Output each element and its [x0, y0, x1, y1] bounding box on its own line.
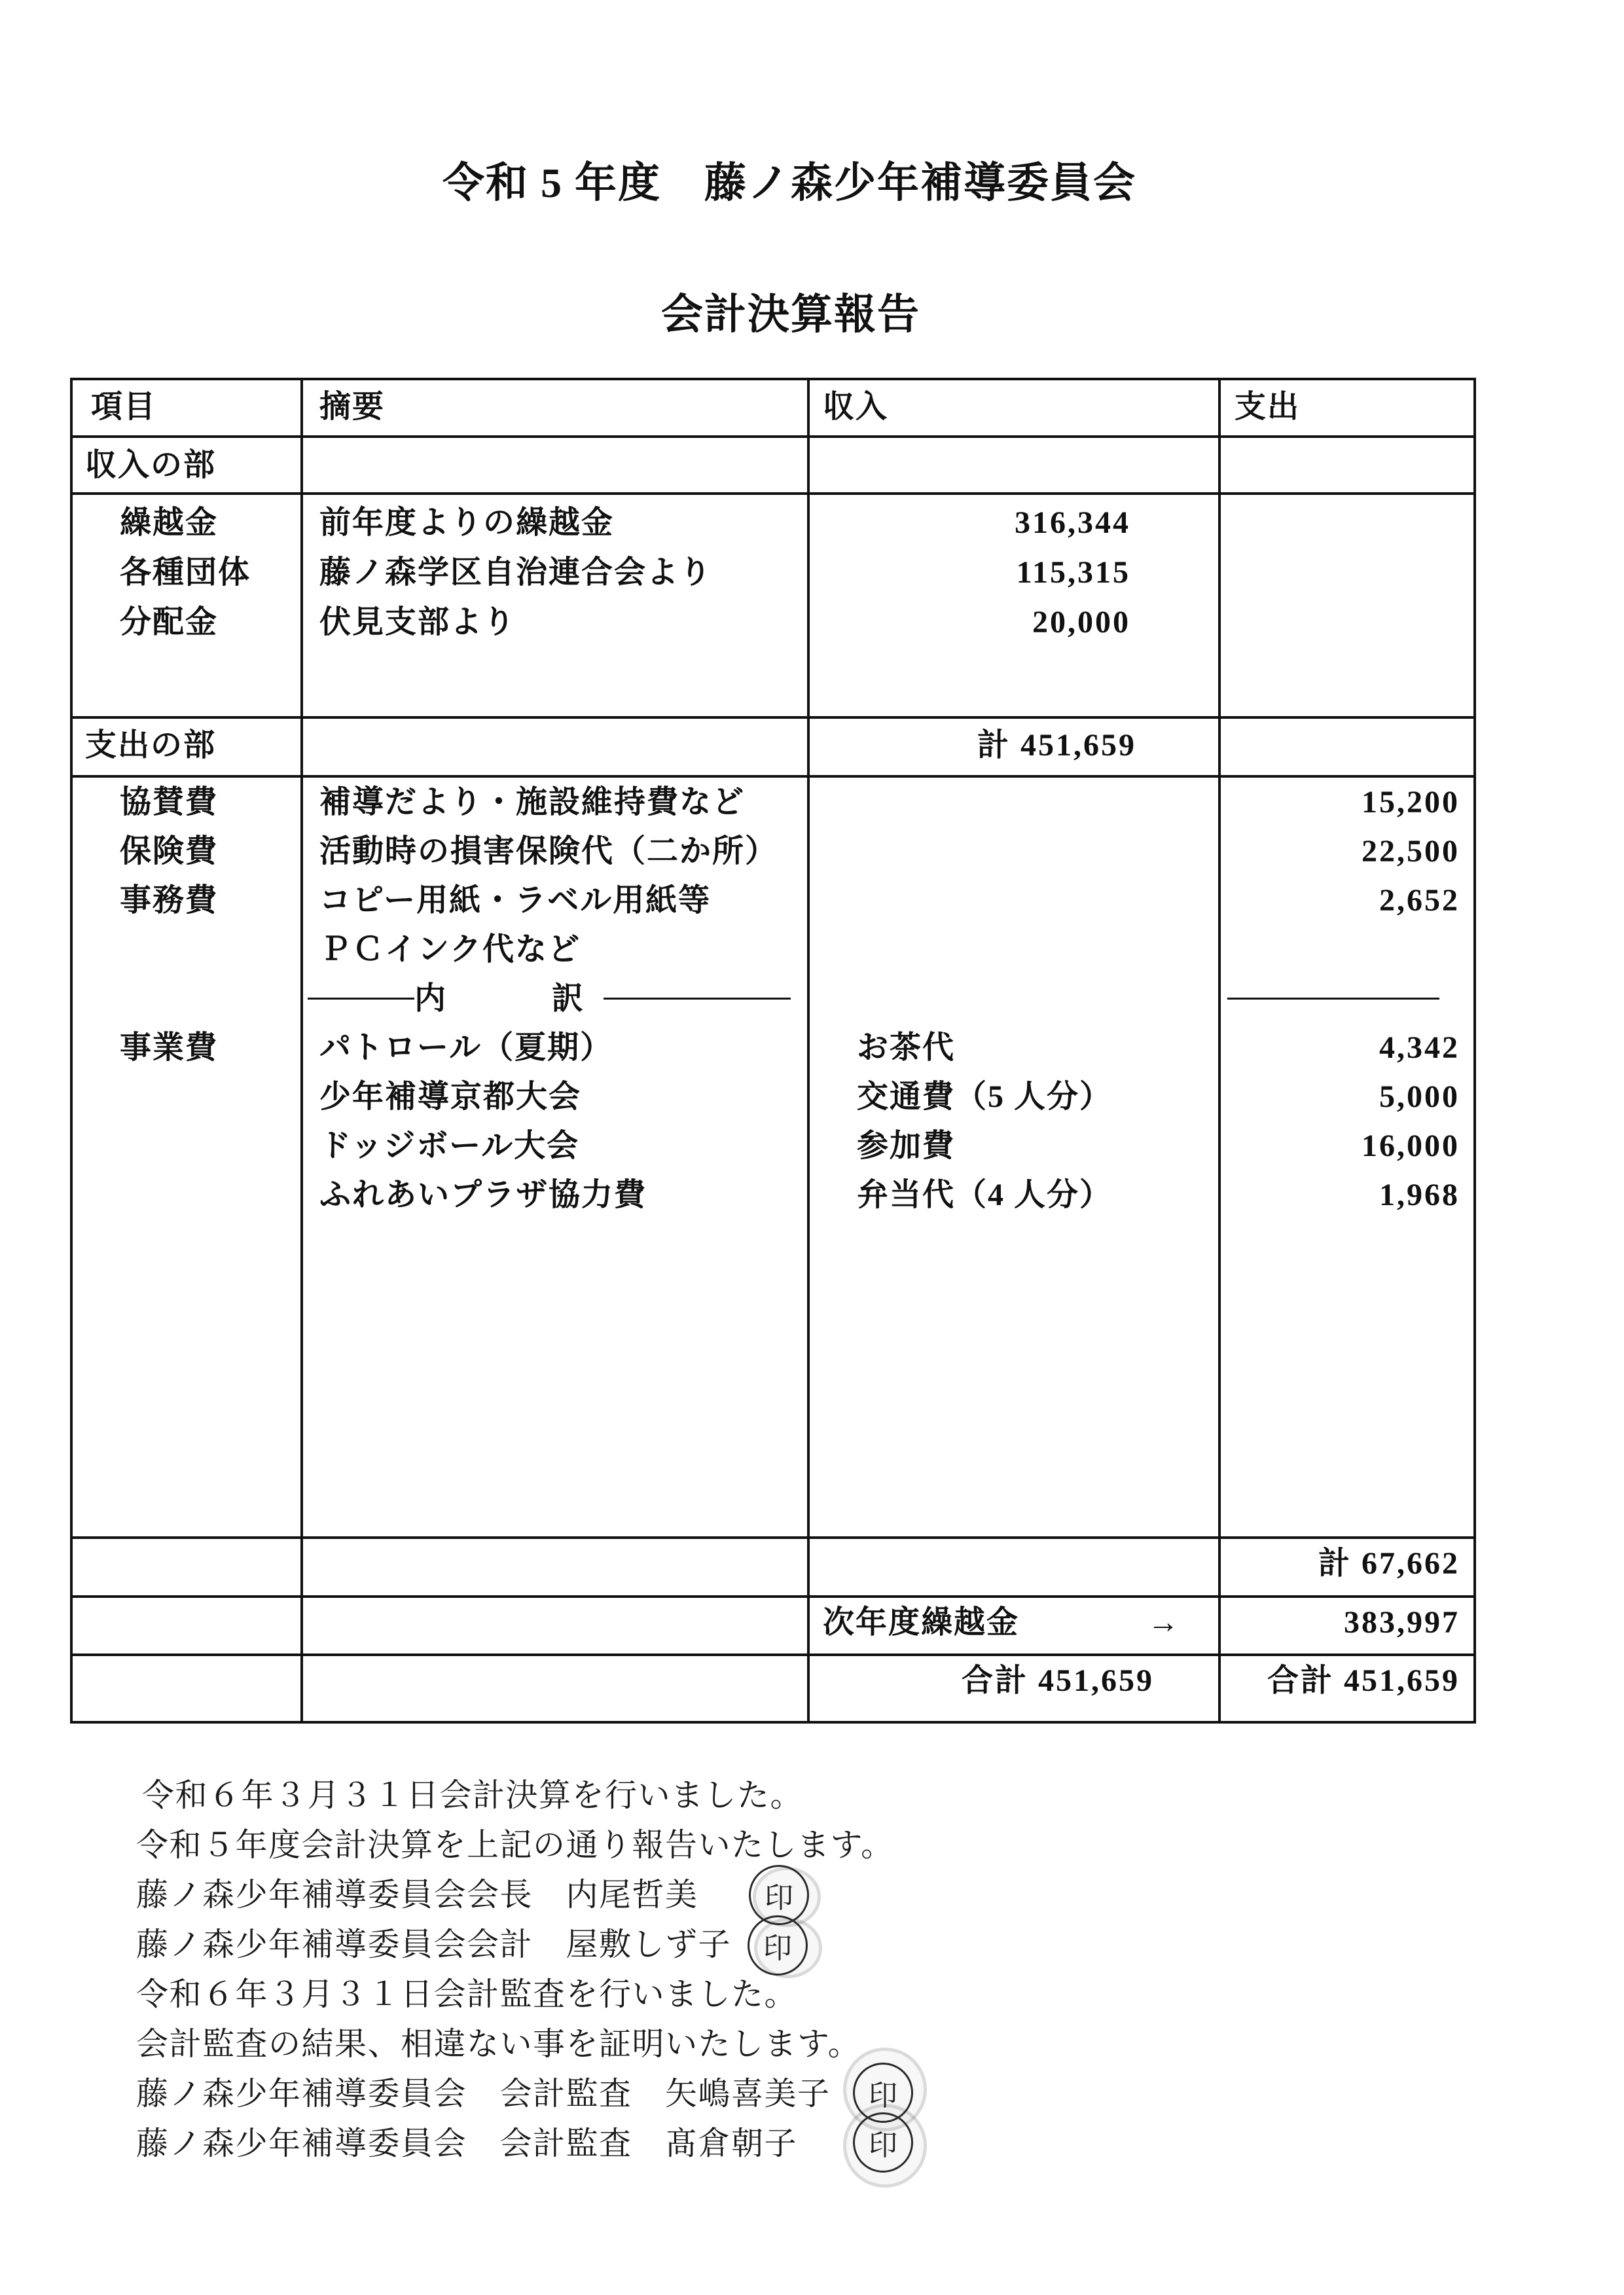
blank-line	[857, 827, 1218, 876]
blank-line	[857, 778, 1218, 827]
seal-stamp: 印	[748, 1915, 808, 1976]
header-income: 収入	[810, 380, 1221, 438]
statement-line: 会計監査の結果、相違ない事を証明いたします。	[136, 2026, 861, 2062]
blank-line	[857, 925, 1218, 974]
statement-line: 令和５年度会計決算を上記の通り報告いたします。	[136, 1827, 894, 1863]
expense-detail-column	[810, 778, 1221, 1539]
income-subtotal: 計 451,659	[810, 719, 1221, 778]
expense-row-summary: コピー用紙・ラベル用紙等	[319, 883, 712, 918]
signature-line-chair: 藤ノ森少年補導委員会会長 内尾哲美	[136, 1877, 698, 1913]
signature-line-treasurer: 藤ノ森少年補導委員会会計 屋敷しず子	[136, 1926, 732, 1962]
arrow-right-icon: →	[1147, 1605, 1180, 1640]
expense-row-amount: 15,200	[1362, 785, 1460, 820]
business-row-detail: 交通費（5 人分）	[857, 1079, 1113, 1114]
expense-row-summary: ＰＣインク代など	[319, 932, 581, 967]
business-item: 事業費	[120, 1030, 219, 1065]
document-title: 令和 5 年度 藤ノ森少年補導委員会	[442, 160, 1136, 206]
breakdown-divider	[303, 974, 807, 1023]
blank-line	[120, 1170, 300, 1220]
expense-row-summary: 補導だより・施設維持費など	[319, 785, 746, 820]
blank-line	[120, 1121, 300, 1170]
signature-line-auditor: 藤ノ森少年補導委員会 会計監査 矢嶋喜美子	[136, 2076, 831, 2112]
empty-cell	[73, 1539, 303, 1598]
expense-items-column	[73, 778, 303, 1539]
income-row-amount: 20,000	[1032, 605, 1130, 640]
income-summary-column	[303, 495, 810, 719]
empty-cell	[1221, 719, 1473, 778]
statement-line: 令和６年３月３１日会計決算を行いました。	[142, 1777, 804, 1813]
expense-row-item: 保険費	[120, 834, 219, 869]
breakdown-rule-left	[308, 998, 414, 1000]
business-row-detail: 弁当代（4 人分）	[857, 1178, 1113, 1212]
breakdown-divider-expense	[1221, 974, 1460, 1023]
document-subtitle: 会計決算報告	[661, 291, 920, 338]
business-row-amount: 4,342	[1379, 1030, 1460, 1065]
breakdown-char: 内	[414, 981, 448, 1016]
breakdown-char: 訳	[552, 981, 585, 1016]
income-grand-total: 合計 451,659	[810, 1656, 1221, 1721]
income-row-item: 繰越金	[120, 505, 219, 540]
expense-row-summary: 活動時の損害保険代（二か所）	[319, 834, 778, 869]
carryover-label: 次年度繰越金	[823, 1605, 1020, 1640]
expense-subtotal: 計 67,662	[1221, 1539, 1473, 1598]
income-row-summary: 藤ノ森学区自治連合会より	[319, 555, 713, 590]
blank-line	[857, 974, 1218, 1023]
empty-cell	[73, 1656, 303, 1721]
empty-cell	[73, 1598, 303, 1656]
blank-line	[120, 974, 300, 1023]
breakdown-rule	[1227, 998, 1439, 1000]
business-row-summary: 少年補導京都大会	[319, 1079, 582, 1114]
empty-cell	[810, 1539, 1221, 1598]
income-row-item: 分配金	[120, 605, 219, 640]
statement-line: 令和６年３月３１日会計監査を行いました。	[136, 1976, 798, 2012]
business-row-amount: 5,000	[1379, 1079, 1460, 1114]
blank-line	[120, 1072, 300, 1121]
business-row-amount: 1,968	[1379, 1178, 1460, 1212]
business-row-summary: ふれあいプラザ協力費	[319, 1178, 647, 1212]
carryover-cell	[810, 1598, 1221, 1656]
income-row-amount: 115,315	[1016, 555, 1130, 590]
breakdown-rule-right	[604, 998, 791, 1000]
empty-cell	[303, 719, 810, 778]
empty-cell	[303, 438, 810, 495]
income-row-item: 各種団体	[120, 555, 251, 590]
business-row-detail: 参加費	[857, 1129, 956, 1163]
seal-stamp: 印	[853, 2063, 913, 2123]
expense-amount-column	[1221, 778, 1473, 1539]
income-row-amount: 316,344	[1015, 505, 1130, 540]
business-row-summary: ドッジボール大会	[319, 1129, 580, 1163]
blank-line	[120, 925, 300, 974]
carryover-amount: 383,997	[1221, 1598, 1473, 1656]
expense-summary-column	[303, 778, 810, 1539]
income-row-summary: 伏見支部より	[319, 605, 516, 640]
blank-line	[857, 876, 1218, 925]
blank-line	[1221, 925, 1460, 974]
header-summary: 摘要	[303, 380, 810, 438]
expense-row-item: 事務費	[120, 883, 219, 918]
income-section-label: 収入の部	[73, 438, 303, 495]
income-items-column	[73, 495, 303, 719]
income-amount-column	[810, 495, 1221, 719]
expense-row-item: 協賛費	[120, 785, 219, 820]
empty-cell	[1221, 495, 1473, 719]
expense-row-amount: 22,500	[1362, 834, 1460, 869]
expense-grand-total: 合計 451,659	[1267, 1663, 1460, 1698]
business-row-amount: 16,000	[1362, 1129, 1460, 1163]
expense-row-amount: 2,652	[1379, 883, 1460, 918]
income-row-summary: 前年度よりの繰越金	[319, 505, 615, 540]
business-row-summary: パトロール（夏期）	[319, 1030, 613, 1065]
empty-cell	[810, 438, 1221, 495]
empty-cell	[303, 1598, 810, 1656]
seal-stamp: 印	[749, 1865, 809, 1925]
empty-cell	[303, 1539, 810, 1598]
seal-stamp: 印	[853, 2112, 913, 2173]
header-item: 項目	[73, 380, 303, 438]
empty-cell	[303, 1656, 810, 1721]
signature-line-auditor: 藤ノ森少年補導委員会 会計監査 髙倉朝子	[136, 2125, 798, 2161]
business-row-detail: お茶代	[857, 1030, 956, 1065]
empty-cell	[1221, 438, 1473, 495]
header-expense: 支出	[1221, 380, 1473, 438]
expense-section-label: 支出の部	[73, 719, 303, 778]
settlement-table	[70, 378, 1476, 1724]
